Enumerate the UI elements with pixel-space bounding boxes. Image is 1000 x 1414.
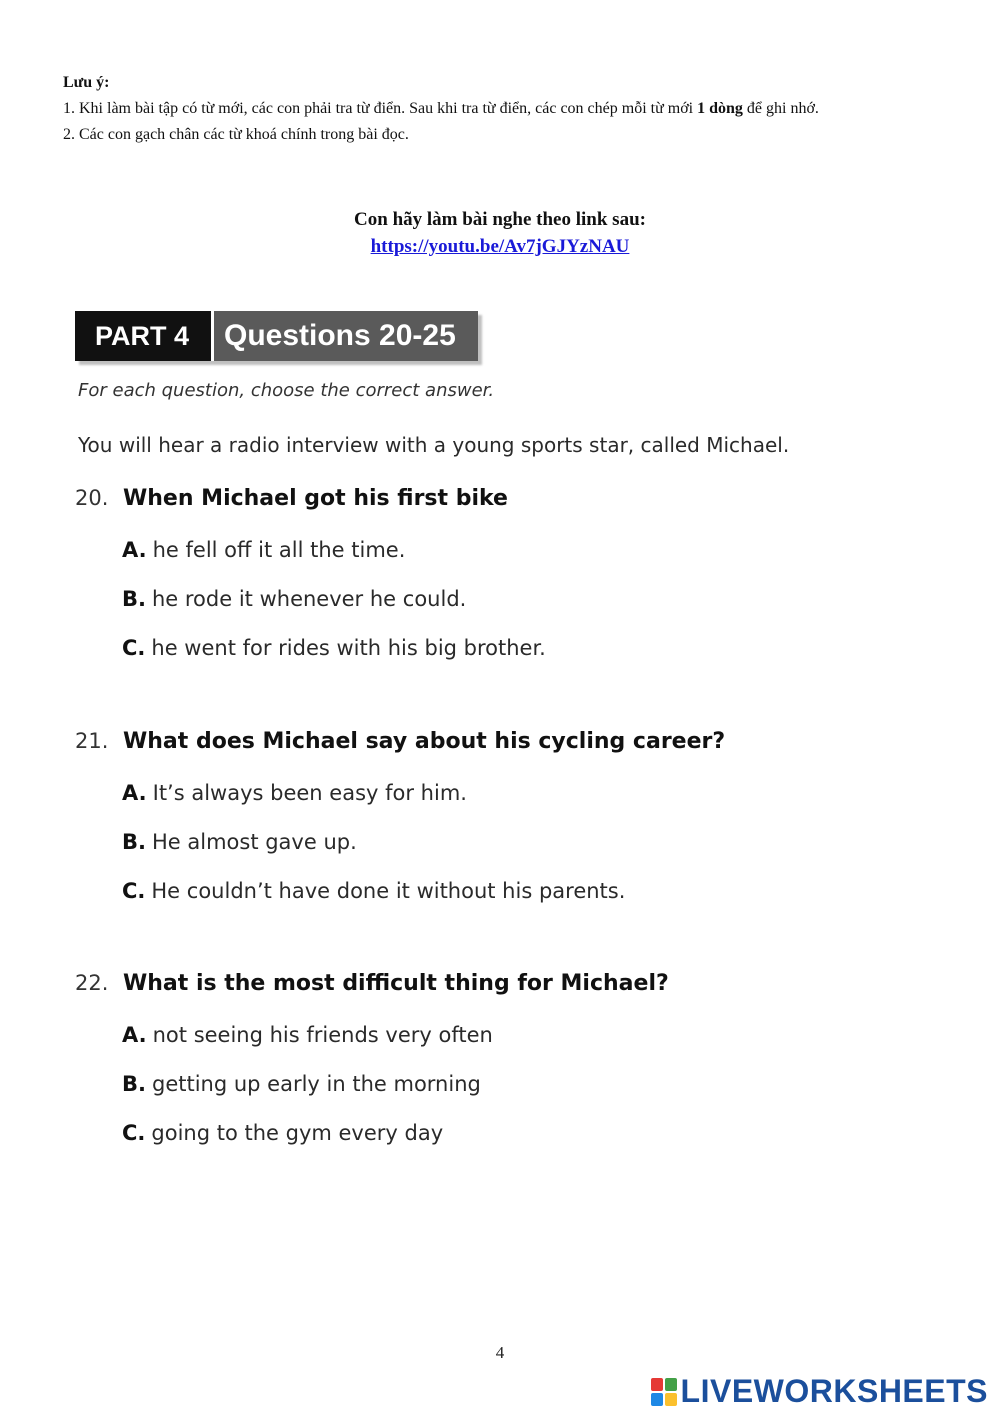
note-2: 2. Các con gạch chân các từ khoá chính trong bài đọc. bbox=[63, 126, 409, 143]
question-number: 21. bbox=[75, 729, 109, 753]
option-b[interactable] bbox=[122, 575, 546, 624]
liveworksheets-logo-icon bbox=[651, 1378, 677, 1406]
option-letter: B. bbox=[122, 1072, 146, 1096]
question-text: When Michael got his first bike bbox=[123, 486, 508, 511]
question-22 bbox=[75, 971, 669, 1158]
option-a[interactable] bbox=[122, 769, 725, 818]
note-1-end: để ghi nhớ. bbox=[742, 100, 819, 117]
question-text: What does Michael say about his cycling career? bbox=[123, 729, 726, 754]
question-21 bbox=[75, 729, 725, 916]
option-letter: A. bbox=[122, 781, 147, 805]
option-text: getting up early in the morning bbox=[151, 1072, 481, 1096]
option-letter: C. bbox=[122, 1121, 146, 1145]
option-text: not seeing his friends very often bbox=[152, 1023, 493, 1047]
question-text: What is the most difficult thing for Michael? bbox=[123, 971, 669, 996]
option-a[interactable] bbox=[122, 526, 546, 575]
task-context: You will hear a radio interview with a young sports star, called Michael. bbox=[78, 433, 790, 457]
question-20 bbox=[75, 486, 546, 673]
option-letter: C. bbox=[122, 879, 146, 903]
option-c[interactable] bbox=[122, 1109, 669, 1158]
question-number: 22. bbox=[75, 971, 109, 995]
option-letter: B. bbox=[122, 587, 146, 611]
option-letter: A. bbox=[122, 1023, 147, 1047]
listening-instruction-block bbox=[0, 206, 1000, 260]
part-label: PART 4 bbox=[75, 311, 211, 361]
note-1-text: 1. Khi làm bài tập có từ mới, các con phải tra từ điển. Sau khi tra từ điển, các con chép mỗi từ mới bbox=[63, 100, 698, 117]
task-instruction: For each question, choose the correct answer. bbox=[78, 380, 495, 401]
question-number: 20. bbox=[75, 486, 109, 510]
note-1-bold: 1 dòng bbox=[697, 100, 743, 117]
option-letter: B. bbox=[122, 830, 146, 854]
option-b[interactable] bbox=[122, 1060, 669, 1109]
brand-name: LIVEWORKSHEETS bbox=[680, 1373, 988, 1409]
option-text: he rode it whenever he could. bbox=[151, 587, 467, 611]
option-c[interactable] bbox=[122, 867, 725, 916]
option-letter: C. bbox=[122, 636, 146, 660]
option-b[interactable] bbox=[122, 818, 725, 867]
option-text: He almost gave up. bbox=[151, 830, 357, 854]
option-text: going to the gym every day bbox=[151, 1121, 444, 1145]
note-1 bbox=[63, 96, 943, 122]
page-number: 4 bbox=[495, 1343, 505, 1362]
part-banner bbox=[75, 311, 478, 361]
questions-range-label: Questions 20-25 bbox=[211, 311, 478, 361]
option-c[interactable] bbox=[122, 624, 546, 673]
notes-section bbox=[63, 70, 943, 148]
option-text: He couldn’t have done it without his parents. bbox=[151, 879, 626, 903]
listening-instruction: Con hãy làm bài nghe theo link sau: bbox=[354, 209, 646, 230]
notes-heading: Lưu ý: bbox=[63, 74, 110, 91]
option-a[interactable] bbox=[122, 1011, 669, 1060]
youtube-link[interactable]: https://youtu.be/Av7jGJYzNAU bbox=[370, 236, 630, 257]
liveworksheets-brand[interactable] bbox=[651, 1373, 988, 1410]
option-text: It’s always been easy for him. bbox=[152, 781, 467, 805]
option-text: he went for rides with his big brother. bbox=[151, 636, 546, 660]
option-letter: A. bbox=[122, 538, 147, 562]
option-text: he fell off it all the time. bbox=[152, 538, 406, 562]
